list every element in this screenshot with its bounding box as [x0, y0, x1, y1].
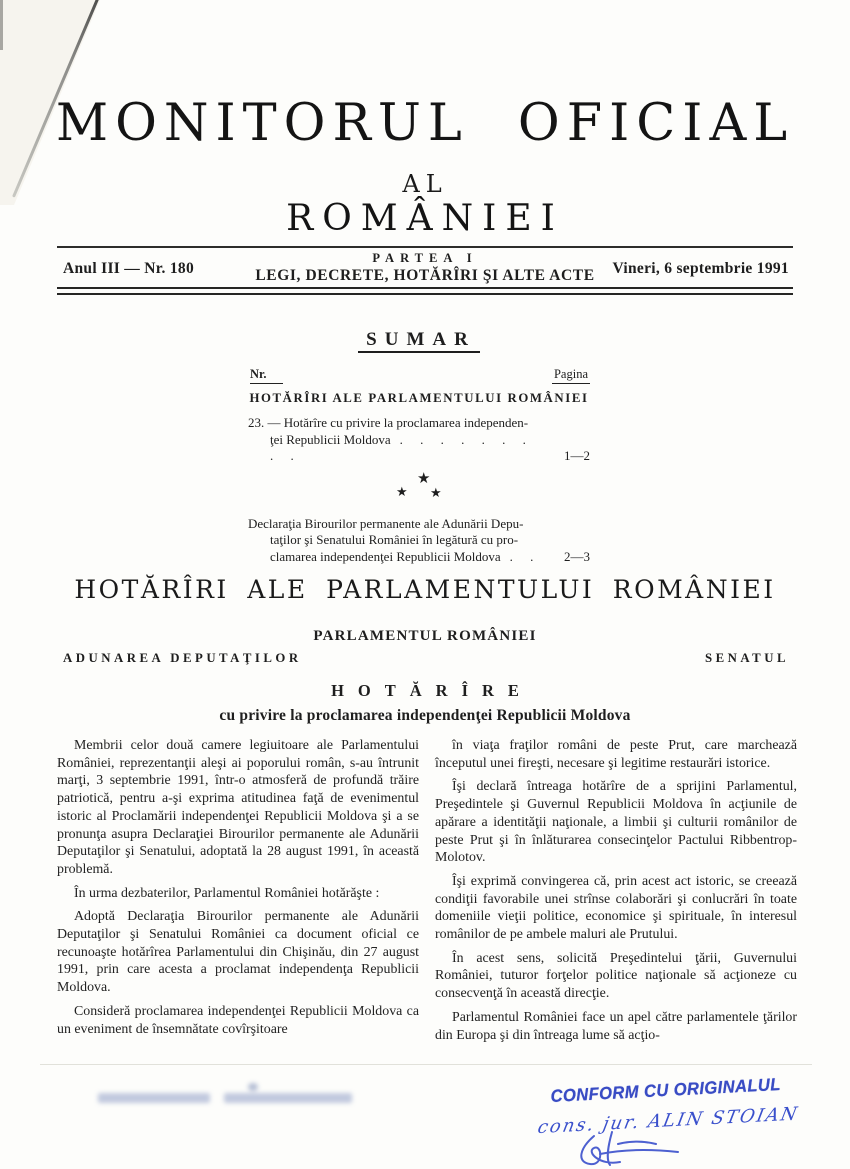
dot-leader: . .	[509, 548, 541, 564]
summary-col-nr: Nr.	[250, 366, 283, 385]
faded-stamp-mark	[248, 1083, 258, 1091]
summary-item-text: ţei Republicii Moldova	[270, 431, 391, 447]
summary-item-page: 2—3	[564, 548, 590, 564]
star-icon: ★	[430, 484, 442, 500]
double-rule	[57, 287, 793, 295]
summary-item	[248, 415, 590, 465]
summary-title-wrap	[248, 329, 590, 353]
chambers-row	[57, 651, 795, 669]
paragraph: Îşi exprimă convingerea că, prin acest act istoric, se creează condiţii favorabile unei strînse colaborări şi conlucrări în toate domeniile vieţii politice, economice şi spirituale, în interesul românilor de pe ambele maluri ale Prutului.	[435, 873, 797, 943]
faint-horizontal-rule	[40, 1064, 812, 1065]
decision-title: HOTĂRÎRE	[331, 681, 533, 700]
contents-type-label: LEGI, DECRETE, HOTĂRÎRI ŞI ALTE ACTE	[255, 267, 595, 284]
star-icon: ★	[396, 483, 408, 499]
chamber-deputies-label: ADUNAREA DEPUTAŢILOR	[63, 651, 302, 665]
conform-stamp: CONFORM CU ORIGINALUL	[550, 1073, 782, 1106]
summary-section-heading: HOTĂRÎRI ALE PARLAMENTULUI ROMÂNIEI	[249, 390, 589, 405]
issue-date: Vineri, 6 septembrie 1991	[612, 260, 789, 277]
paragraph: Membrii celor două camere legiuitoare ale Parlamentului României, reprezentanţii aleşi ai poporului român, s-au întrunit marţi, 3 septembrie 1991, într-o atmosferă de profundă trăire patriotică, pentru a-şi exprima atitudinea faţă de evenimentul istoric al Proclamării independenţei Republicii Moldova şi a se pronunţa asupra Declaraţiei Birourilor permanente ale Adunării Deputaţilor şi Senatului, adoptată la 28 august 1991, în această problemă.	[57, 738, 419, 877]
summary-item-text: clamarea independenţei Republicii Moldova	[270, 548, 501, 564]
paragraph: În urma dezbaterilor, Parlamentul României hotărăşte :	[74, 885, 380, 901]
scan-edge-artifact	[0, 0, 3, 50]
summary-col-page: Pagina	[552, 366, 590, 385]
body-column-left	[57, 737, 419, 1044]
star-icon: ★	[417, 470, 431, 487]
summary-item	[248, 516, 590, 566]
paragraph: Parlamentul României face un apel către parlamentele ţărilor din Europa şi din întreaga lume să acţio-	[435, 1009, 797, 1043]
partea-label: PARTEA I	[372, 251, 478, 265]
paragraph: Adoptă Declaraţia Birourilor permanente ale Adunării Deputaţilor şi Senatului României ca document oficial ce recunoaşte hotărîrea Parlamentului din Chişinău, din 27 august 1991, prin care acesta a proclamat independenţa Republicii Moldova.	[57, 909, 419, 996]
summary-item-line: Declaraţia Birourilor permanente ale Adunării Depu-	[248, 515, 524, 531]
article-section-title: HOTĂRÎRI ALE PARLAMENTULUI ROMÂNIEI	[74, 575, 776, 604]
summary-column-headers	[248, 366, 590, 383]
summary-item-page: 1—2	[564, 448, 590, 463]
paragraph: Consideră proclamarea independenţei Republicii Moldova ca un eveniment de însemnătate covîrşitoare	[57, 1003, 419, 1037]
publication-title-al: AL	[402, 170, 448, 198]
star-divider	[248, 470, 590, 507]
publication-title-romaniei: ROMÂNIEI	[286, 198, 564, 239]
signature-flourish	[560, 1122, 720, 1168]
paragraph: în viaţa fraţilor români de peste Prut, care marchează începutul unei fireşti, necesare şi legitime restaurări istorice.	[435, 738, 797, 771]
dot-leader: . . . . . . . . .	[270, 431, 533, 463]
faded-stamp-mark	[98, 1093, 210, 1103]
paragraph: Îşi declară întreaga hotărîre de a sprijini Parlamentul, Preşedintele şi Guvernul Republicii Moldova în acţiunile de apărare a identităţii naţionale, a limbii şi culturii românilor de peste Prut şi în înlăturarea consecinţelor Pactului Ribbentrop-Molotov.	[435, 779, 797, 866]
summary-section	[248, 329, 590, 565]
summary-item-line	[248, 432, 590, 465]
faded-stamp-mark	[224, 1093, 352, 1103]
decision-subtitle: cu privire la proclamarea independenţei Republicii Moldova	[219, 707, 631, 724]
paragraph: În acest sens, solicită Preşedintelui ţării, Guvernului României, tuturor forţelor politice naţionale să acţioneze cu consecvenţă în această direcţie.	[435, 950, 797, 1002]
publication-title: MONITORUL OFICIAL	[55, 94, 795, 153]
rule-above-header-band	[57, 246, 793, 248]
issue-number: Anul III — Nr. 180	[63, 260, 195, 277]
summary-title: SUMAR	[358, 332, 480, 353]
body-column-right	[435, 737, 797, 1044]
header-band	[57, 250, 793, 286]
summary-item-line	[248, 549, 590, 566]
handwritten-signature-text: cons. jur. ALIN STOIAN	[535, 1103, 801, 1139]
issuing-body: PARLAMENTUL ROMÂNIEI	[313, 628, 537, 644]
article-body	[57, 737, 797, 1044]
summary-item-line: 23. — Hotărîre cu privire la proclamarea independen-	[248, 415, 529, 430]
summary-item-line: taţilor şi Senatului României în legătură cu pro-	[270, 532, 519, 547]
faded-stamp	[98, 1087, 358, 1111]
chamber-senate-label: SENATUL	[705, 651, 789, 665]
